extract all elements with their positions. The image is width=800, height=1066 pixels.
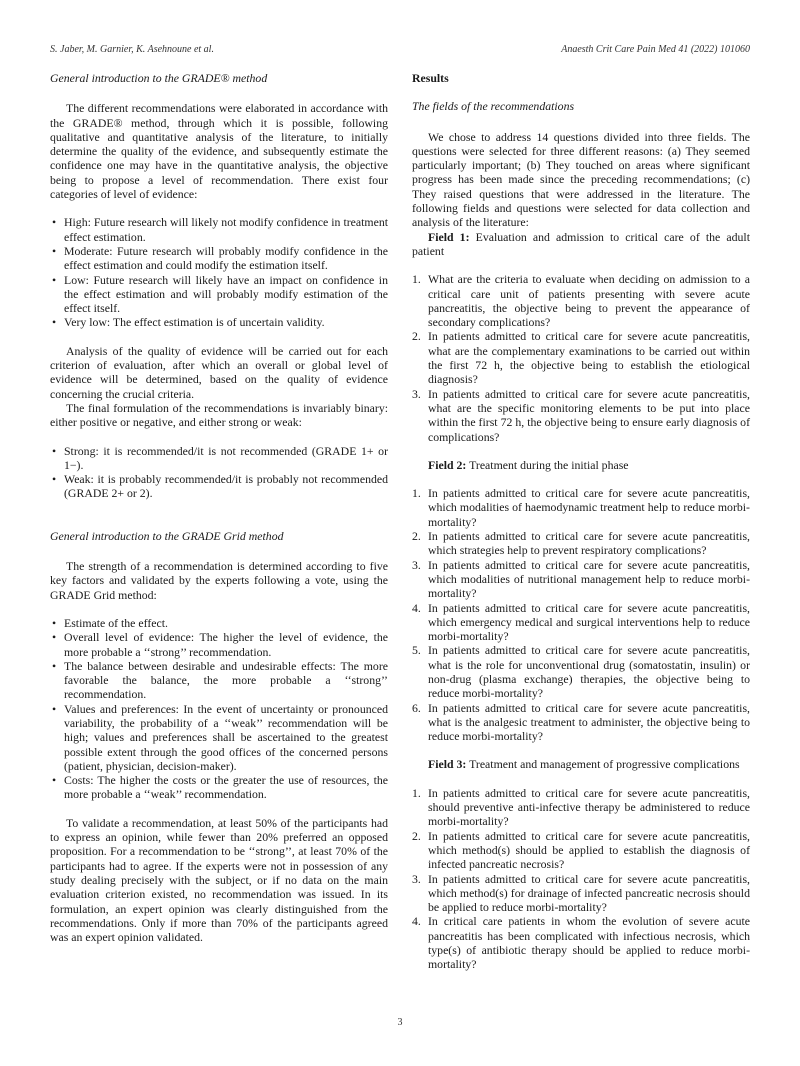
list-item: • The balance between desirable and undesirable effects: The more favorable the balance, the more probable a ‘‘strong’’ recommendation.	[50, 659, 388, 702]
list-item: 4. In patients admitted to critical care for severe acute pancreatitis, which emergency medical and surgical interventions help to reduce morbi-mortality?	[412, 600, 750, 644]
list-item: 2. In patients admitted to critical care for severe acute pancreatitis, which method(s) should be applied to establish the diagnosis of infected pancreatic necrosis?	[412, 828, 750, 872]
left-column	[50, 71, 388, 944]
question-text: In patients admitted to critical care for severe acute pancreatitis, which modalities of nutritional management help to reduce morbi-mortality?	[428, 557, 750, 601]
list-item: • Estimate of the effect.	[50, 616, 388, 630]
list-item: 3. In patients admitted to critical care for severe acute pancreatitis, which modalities of nutritional management help to reduce morbi-mortality?	[412, 557, 750, 601]
results-heading: Results	[412, 71, 449, 85]
question-text: In patients admitted to critical care for severe acute pancreatitis, which modalities of haemodynamic treatment help to reduce morbi-mortality?	[428, 486, 750, 529]
list-item: 3. In patients admitted to critical care for severe acute pancreatitis, what are the specific monitoring elements to be put into place within the first 72 h, the objective being to ensure early diagnosis of complications?	[412, 386, 750, 444]
field-3-title: Treatment and management of progressive complications	[469, 757, 740, 772]
list-item: • Low: Future research will likely have an impact on confidence in the effect estimation and will probably modify estimation of the effect itself.	[50, 273, 388, 316]
grid-method-paragraph: The strength of a recommendation is determined according to five key factors and validated by the experts following a vote, using the GRADE Grid method:	[50, 559, 388, 602]
running-head-journal: Anaesth Crit Care Pain Med 41 (2022) 101060	[561, 44, 750, 55]
grid-method-heading: General introduction to the GRADE Grid method	[50, 528, 284, 543]
fields-heading: The fields of the recommendations	[412, 99, 575, 114]
list-item: 3. In patients admitted to critical care for severe acute pancreatitis, which method(s) for drainage of infected pancreatic necrosis should be applied to reduce morbi-mortality?	[412, 871, 750, 915]
list-item: • Very low: The effect estimation is of uncertain validity.	[50, 315, 388, 329]
question-text: In patients admitted to critical care for severe acute pancreatitis, which strategies help to prevent respiratory complications?	[428, 529, 750, 558]
page-number: 3	[397, 1017, 403, 1028]
right-column	[412, 71, 750, 972]
validation-paragraph: To validate a recommendation, at least 50% of the participants had to express an opinion, while fewer than 20% preferred an opposed proposition. For a recommendation to be ‘‘strong’’, at least 70% of the participants had to agree. If the experts were not in possession of any study dealing precisely with the subject, or if no data on the main evaluation criterion existed, no recommendation was issued. In its formulation, an expert opinion was clearly distinguished from the recommendations. Only if more than 70% of the participants agreed was an expert opinion validated.	[50, 815, 388, 945]
list-item: 1. In patients admitted to critical care for severe acute pancreatitis, should preventive anti-infective therapy be administered to reduce morbi-mortality?	[412, 785, 750, 829]
question-text: In patients admitted to critical care for severe acute pancreatitis, what is the role for unconventional drug (somatostatin, insulin) or non-drug (plasma exchange) therapies, the objective being to reduce morbi-mortality?	[428, 643, 750, 701]
list-item: • Strong: it is recommended/it is not recommended (GRADE 1+ or 1−).	[50, 444, 388, 473]
list-item: 2. In patients admitted to critical care for severe acute pancreatitis, which strategies help to prevent respiratory complications?	[412, 529, 750, 558]
question-text: In patients admitted to critical care for severe acute pancreatitis, what are the specific monitoring elements to be put into place within the first 72 h, the objective being to ensure early diagnosis of complications?	[428, 386, 750, 444]
list-item: • Costs: The higher the costs or the greater the use of resources, the more probable a ‘‘weak’’ recommendation.	[50, 773, 388, 802]
question-text: In critical care patients in whom the evolution of severe acute pancreatitis has been complicated with infectious necrosis, which type(s) of antibiotic therapy should be applied to reduce morbi-mortality?	[428, 914, 750, 972]
final-formulation-paragraph: The final formulation of the recommendations is invariably binary: either positive or negative, and either strong or weak:	[50, 400, 388, 430]
field-3-line	[412, 757, 750, 771]
field-1-label: Field 1:	[428, 229, 470, 244]
question-text: In patients admitted to critical care for severe acute pancreatitis, what is the analgesic treatment to administer, the objective being to reduce morbi-mortality?	[428, 700, 750, 744]
grade-method-heading: General introduction to the GRADE® method	[50, 71, 268, 85]
list-item: • Weak: it is probably recommended/it is probably not recommended (GRADE 2+ or 2).	[50, 472, 388, 501]
field-1-questions	[412, 272, 750, 444]
evidence-levels-list	[50, 215, 388, 329]
list-item: 5. In patients admitted to critical care for severe acute pancreatitis, what is the role for unconventional drug (somatostatin, insulin) or non-drug (plasma exchange) therapies, the objective being to reduce morbi-mortality?	[412, 643, 750, 701]
field-3-questions	[412, 786, 750, 972]
question-text: What are the criteria to evaluate when deciding on admission to a critical care unit of patients presenting with severe acute pancreatitis, the objective being to prevent the appearance of secondary complications?	[428, 272, 750, 330]
list-item: 2. In patients admitted to critical care for severe acute pancreatitis, what are the complementary examinations to be carried out within the first 72 h, the objective being to establish the etiological diagnosis?	[412, 329, 750, 387]
running-head-authors: S. Jaber, M. Garnier, K. Asehnoune et al.	[50, 44, 214, 55]
field-2-line	[412, 458, 750, 472]
quality-paragraph: Analysis of the quality of evidence will be carried out for each criterion of evaluation, after which an overall or global level of evidence will be determined, based on the quality of evidence concerning the crucial criteria.	[50, 343, 388, 401]
key-factors-list	[50, 616, 388, 802]
list-item: • Values and preferences: In the event of uncertainty or pronounced variability, the probability of a ‘‘weak’’ recommendation will be high; values and preferences shall be ascertained to the greatest possible extent through the good offices of the concerned persons (patient, physician, decision-maker).	[50, 702, 388, 773]
list-item: 1. What are the criteria to evaluate when deciding on admission to a critical care unit of patients presenting with severe acute pancreatitis, the objective being to prevent the appearance of secondary complications?	[412, 272, 750, 330]
field-2-questions	[412, 486, 750, 743]
question-text: In patients admitted to critical care for severe acute pancreatitis, which method(s) should be applied to establish the diagnosis of infected pancreatic necrosis?	[428, 828, 750, 872]
question-text: In patients admitted to critical care for severe acute pancreatitis, should preventive anti-infective therapy be administered to reduce morbi-mortality?	[428, 785, 750, 829]
strength-list	[50, 444, 388, 501]
question-text: In patients admitted to critical care for severe acute pancreatitis, which method(s) for drainage of infected pancreatic necrosis should be applied to reduce morbi-mortality?	[428, 871, 750, 915]
question-text: In patients admitted to critical care for severe acute pancreatitis, which emergency medical and surgical interventions help to reduce morbi-mortality?	[428, 600, 750, 644]
list-item: • Overall level of evidence: The higher the level of evidence, the more probable a ‘‘strong’’ recommendation.	[50, 630, 388, 659]
fields-intro-paragraph: We chose to address 14 questions divided into three fields. The questions were selected for three different reasons: (a) They seemed particularly important; (b) They touched on areas where significant progress has been made since the preceding recommendations; (c) They raised questions that were addressed in the literature. The following fields and questions were selected for data collection and analysis of the literature:	[412, 129, 750, 230]
list-item: 4. In critical care patients in whom the evolution of severe acute pancreatitis has been complicated with infectious necrosis, which type(s) of antibiotic therapy should be applied to reduce morbi-mortality?	[412, 914, 750, 972]
field-1-line	[412, 230, 750, 259]
field-1-title: Evaluation and admission to critical care of the adult patient	[412, 229, 750, 258]
field-3-label: Field 3:	[428, 757, 467, 772]
question-text: In patients admitted to critical care for severe acute pancreatitis, what are the complementary examinations to be carried out within the first 72 h, the objective being to establish the etiological diagnosis?	[428, 329, 750, 387]
list-item: 6. In patients admitted to critical care for severe acute pancreatitis, what is the analgesic treatment to administer, the objective being to reduce morbi-mortality?	[412, 700, 750, 744]
list-item: • Moderate: Future research will probably modify confidence in the effect estimation and could modify the estimation itself.	[50, 244, 388, 273]
field-2-label: Field 2:	[428, 457, 467, 472]
list-item: • High: Future research will likely not modify confidence in treatment effect estimation.	[50, 215, 388, 244]
list-item: 1. In patients admitted to critical care for severe acute pancreatitis, which modalities of haemodynamic treatment help to reduce morbi-mortality?	[412, 486, 750, 529]
grade-method-paragraph: The different recommendations were elaborated in accordance with the GRADE® method, through which it is possible, following qualitative and quantitative analysis of the literature, to initially determine the quality of the evidence, and subsequently estimate the confidence one may have in the quantitative analysis, the objective being to propose a level of recommendation. There exist four categories of level of evidence:	[50, 101, 388, 202]
field-2-title: Treatment during the initial phase	[469, 457, 629, 472]
